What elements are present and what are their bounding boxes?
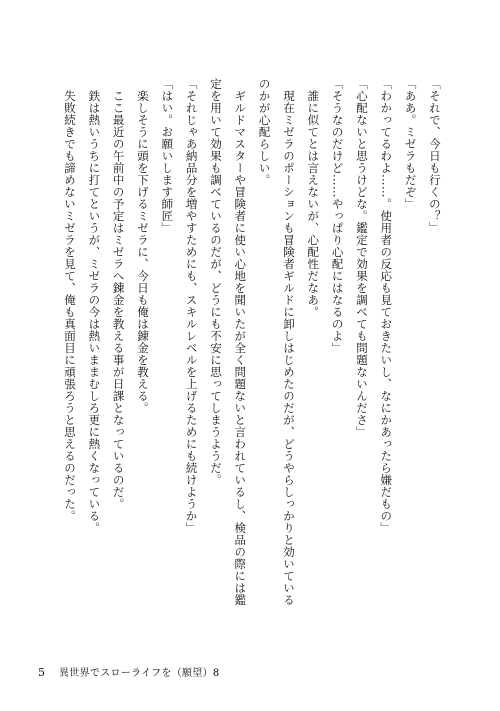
- text-line: ここ最近の午前中の予定はミゼラへ錬金を教える事が日課となっているのだ。: [111, 78, 126, 510]
- text-line: 失敗続きでも諦めないミゼラを見て、俺も真面目に頑張ろうと思えるのだった。: [63, 78, 77, 522]
- running-head: 異世界でスローライフを（願望）8: [59, 668, 220, 679]
- text-line: 「はい。お願いします師匠」: [160, 78, 175, 234]
- text-line: 「それじゃあ納品分を増やすためにも、スキルレベルを上げるためにも続けようか」: [184, 78, 199, 534]
- text-line: のかが心配らしい。: [257, 78, 272, 186]
- text-line: 楽しそうに頭を下げるミゼラに、今日も俺は錬金を教える。: [135, 78, 150, 414]
- text-line: 鉄は熱いうちに打てというが、ミゼラの今は熱いままむしろ更に熱くなっている。: [87, 78, 102, 534]
- body-text: [62, 78, 442, 628]
- page-number: 5: [38, 666, 45, 679]
- text-line: 「心配ないと思うけどな。鑑定で効果を調べても問題ないんださ」: [354, 78, 369, 438]
- text-line: 「そうなのだけど……やっぱり心配にはなるのよ」: [330, 78, 345, 354]
- text-line: 「それで、今日も行くの？」: [427, 78, 442, 234]
- text-line: 現在ミゼラのポーションも冒険者ギルドに卸しはじめたのだが、どうやらしっかりと効いている: [281, 78, 296, 606]
- page-footer: [38, 664, 220, 679]
- text-line: ギルドマスターや冒険者に使い心地を聞いたが全く問題ないと言われているし、検品の際には鑑: [233, 78, 248, 606]
- text-line: 定を用いて効果も調べているのだが、どうにも不安に思ってしまうようだ。: [208, 78, 223, 486]
- text-line: 「わかってるわよ……。使用者の反応も見ておきたいし、なにかあったら嫌だもの」: [379, 78, 394, 534]
- text-line: 誰に似てとは言えないが、心配性だなあ。: [306, 78, 321, 318]
- text-line: 「ああ。ミゼラもだぞ」: [403, 78, 418, 210]
